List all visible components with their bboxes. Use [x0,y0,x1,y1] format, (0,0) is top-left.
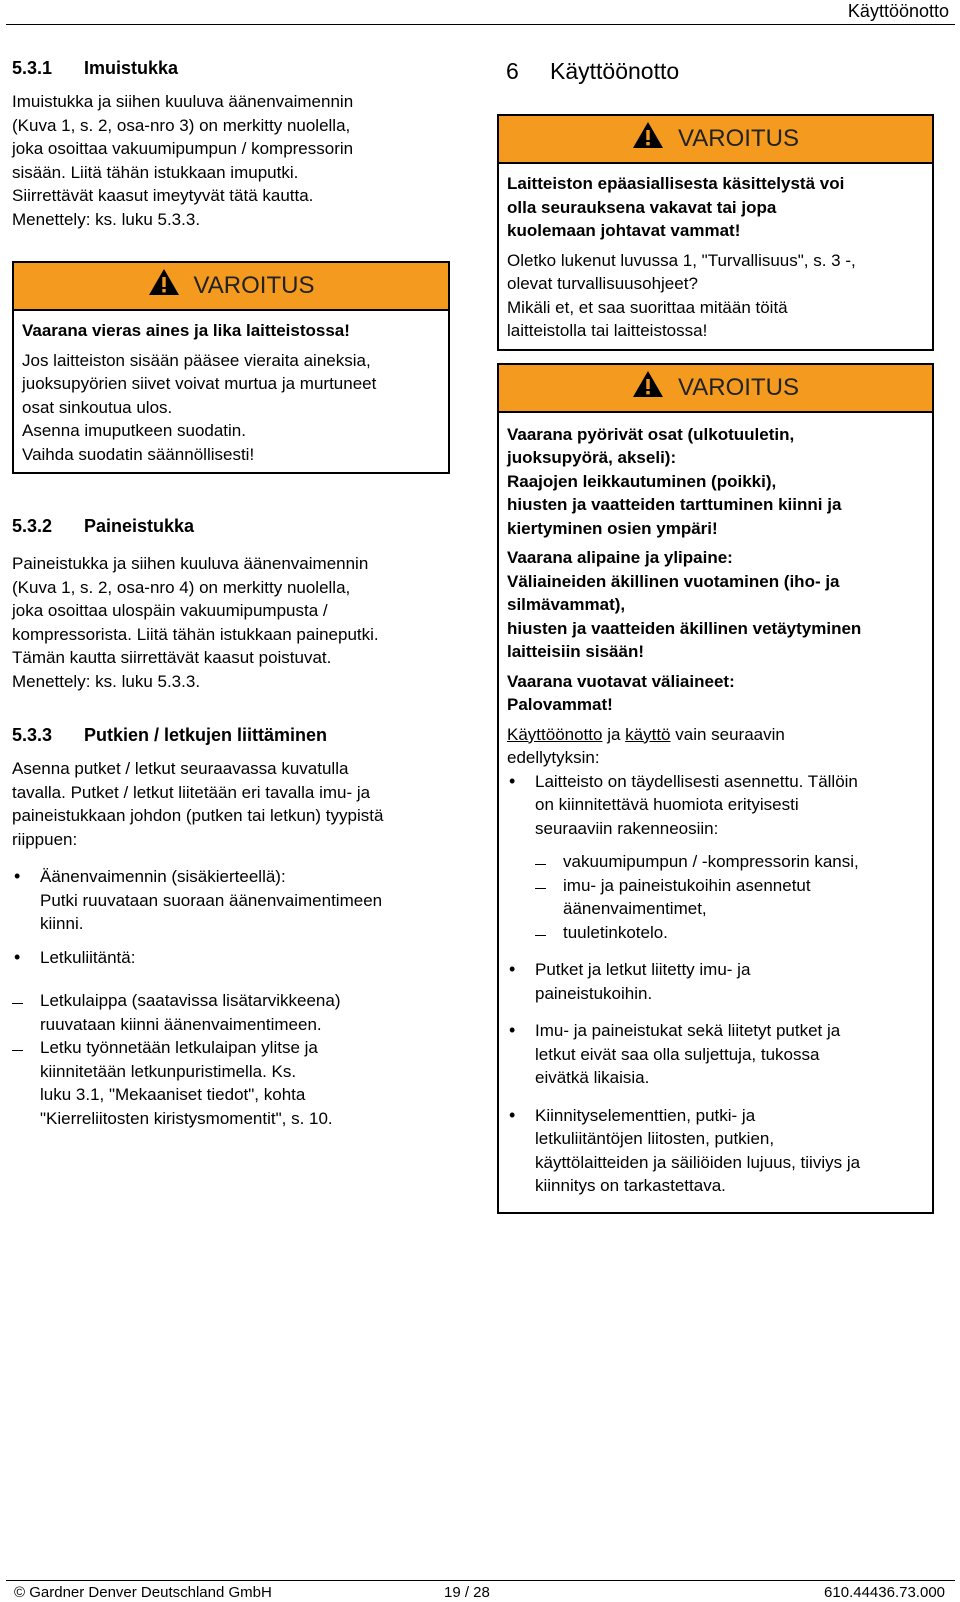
text-line: letkut eivät saa olla suljettuja, tukossa [535,1044,820,1064]
warning-bold: kiertyminen osien ympäri! [507,518,718,538]
text-line: edellytyksin: [507,748,600,767]
text-line: käyttölaitteiden ja säiliöiden lujuus, tiiviys ja [535,1152,861,1172]
list-item [535,921,924,945]
page-header [6,0,955,25]
warning-line: Mikäli et, et saa suorittaa mitään töitä [507,297,788,317]
text-line: kiinnitetään letkunpuristimella. Ks. [40,1061,297,1081]
text-line: Siirrettävät kaasut imeytyvät tätä kautta. [12,186,314,205]
list-item [12,946,450,970]
warning-bold: olla seurauksena vakavat tai jopa [507,197,777,217]
warning-bold: Laitteiston epäasiallisesta käsittelystä voi [507,174,845,193]
page-footer [6,1580,955,1601]
warning-bold: juoksupyörä, akseli): [507,448,677,467]
list-item [507,958,924,1005]
warning-line: Oletko lukenut luvussa 1, "Turvallisuus", s. 3 -, [507,250,856,270]
text-line: luku 3.1, "Mekaaniset tiedot", kohta [40,1085,306,1104]
warning-box-contamination [12,261,450,474]
warning-title: VAROITUS [678,125,799,152]
text-line: Tämän kautta siirrettävät kaasut poistuvat. [12,648,332,667]
bullet-list [12,865,450,969]
text-line: Menettely: ks. luku 5.3.3. [12,209,201,229]
right-warnings [497,114,934,1214]
list-item [535,850,924,874]
chapter-title: Käyttöönotto [550,58,680,84]
warning-bold: laitteisiin sisään! [507,642,644,661]
section-heading-5-3-3 [12,723,450,747]
text-line: (Kuva 1, s. 2, osa-nro 3) on merkitty nuolella, [12,115,351,135]
warning-bold: kuolemaan johtavat vammat! [507,221,741,240]
text-line: riippuen: [12,829,78,849]
text-line: Letku työnnetään letkulaipan ylitse ja [40,1038,318,1057]
chapter-heading [506,56,936,86]
footer-copyright: © Gardner Denver Deutschland GmbH [14,1584,272,1601]
chapter-number: 6 [506,58,519,84]
warning-bold: Vaarana pyörivät osat (ulkotuuletin, [507,424,795,444]
text-fragment: ja [602,724,626,744]
warning-bold: Raajojen leikkautuminen (poikki), [507,471,777,491]
list-item [535,874,924,921]
text-line: tuuletinkotelo. [563,922,668,942]
text-line: sisään. Liitä tähän istukkaan imuputki. [12,162,299,182]
dash-list [535,850,924,944]
text-line: • Kiinnityselementtien, putki- ja [535,1105,756,1125]
warning-bold: Vaarana vieras aines ja lika laitteistossa! [22,321,350,340]
section-5-3-2-text [12,552,450,693]
list-item [507,1104,924,1198]
text-line: Letkulaippa (saatavissa lisätarvikkeena) [40,991,341,1010]
warning-title: VAROITUS [193,272,315,299]
warning-header [499,365,932,413]
warning-bold: Vaarana vuotavat väliaineet: [507,671,735,691]
list-item [12,1036,450,1130]
section-heading-5-3-1 [12,56,450,80]
list-item [12,989,450,1036]
section-title: Imuistukka [84,58,179,78]
text-line: eivätkä likaisia. [535,1068,650,1087]
text-line: Putki ruuvataan suoraan äänenvaimentimeen [40,890,383,910]
header-title: Käyttöönotto [847,1,949,21]
text-line: kiinnitys on tarkastettava. [535,1176,726,1195]
warning-box-safety [497,114,934,351]
text-line: joka osoittaa vakuumipumpun / kompressorin [12,139,354,158]
warning-body [14,311,448,472]
section-title: Putkien / letkujen liittäminen [84,725,328,745]
list-item [507,770,924,945]
warning-header [14,263,448,311]
warning-bold: Väliaineiden äkillinen vuotaminen (iho- ja [507,571,840,591]
link-kayttoonotto[interactable]: Käyttöönotto [507,724,603,744]
warning-bold: Vaarana alipaine ja ylipaine: [507,548,733,567]
text-line: tavalla. Putket / letkut liitetään eri tavalla imu- ja [12,782,371,802]
text-line: Menettely: ks. luku 5.3.3. [12,671,201,691]
warning-line: olevat turvallisuusohjeet? [507,274,698,293]
text-line: kompressorista. Liitä tähän istukkaan paineputki. [12,624,379,644]
prerequisites-intro [507,723,924,747]
dash-list [12,989,450,1130]
footer-doc-number: 610.44436.73.000 [824,1584,945,1601]
list-item [12,865,450,936]
text-line: paineistukoihin. [535,983,653,1003]
warning-line: juoksupyörien siivet voivat murtua ja murtuneet [22,374,377,393]
text-line: imu- ja paineistukoihin asennetut [563,875,811,895]
section-number: 5.3.2 [12,516,53,536]
warning-line: Vaihda suodatin säännöllisesti! [22,444,255,464]
left-column [12,56,450,1130]
section-5-3-1-text [12,90,450,231]
warning-body [499,413,932,1212]
warning-line: laitteistolla tai laitteistossa! [507,321,708,340]
text-line: äänenvaimentimet, [563,899,707,918]
prerequisite-list [507,770,924,1198]
text-line: kiinni. [40,914,84,933]
text-line: Paineistukka ja siihen kuuluva äänenvaimennin [12,554,369,573]
text-line: • Äänenvaimennin (sisäkierteellä): [40,867,286,886]
warning-bold: hiusten ja vaatteiden tarttuminen kiinni ja [507,495,842,514]
text-line: paineistukkaan johdon (putken tai letkun) tyypistä [12,806,384,825]
text-line: joka osoittaa ulospäin vakuumipumpusta / [12,601,328,620]
text-line: Imuistukka ja siihen kuuluva äänenvaimennin [12,92,354,111]
warning-line: osat sinkoutua ulos. [22,397,173,417]
warning-title: VAROITUS [678,373,799,401]
text-line: Asenna putket / letkut seuraavassa kuvatulla [12,759,349,778]
text-line: on kiinnitettävä huomiota erityisesti [535,795,799,814]
right-column [506,56,936,86]
warning-header [499,116,932,164]
list-item [507,1019,924,1090]
section-heading-5-3-2 [12,514,450,538]
text-line: • Laitteisto on täydellisesti asennettu. Tällöin [535,771,858,791]
warning-bold: hiusten ja vaatteiden äkillinen vetäytyminen [507,618,862,638]
footer-page-number: 19 / 28 [444,1584,490,1601]
text-line: (Kuva 1, s. 2, osa-nro 4) on merkitty nuolella, [12,577,351,597]
text-line: seuraaviin rakenneosiin: [535,818,719,838]
text-line: ruuvataan kiinni äänenvaimentimeen. [40,1014,322,1034]
link-kaytto[interactable]: käyttö [625,724,671,744]
warning-triangle-icon [148,268,180,296]
section-5-3-3-text [12,757,450,851]
warning-box-hazards [497,363,934,1214]
warning-bold: silmävammat), [507,595,626,614]
text-line: • Letkuliitäntä: [40,947,136,967]
text-line: vakuumipumpun / -kompressorin kansi, [563,852,859,871]
text-line: • Putket ja letkut liitetty imu- ja [535,960,751,979]
warning-line: Jos laitteiston sisään pääsee vieraita aineksia, [22,350,371,370]
text-line: "Kierreliitosten kiristysmomentit", s. 10. [40,1108,333,1128]
section-number: 5.3.1 [12,58,53,78]
text-fragment: vain seuraavin [670,724,785,744]
warning-bold: Palovammat! [507,695,613,714]
text-line: letkuliitäntöjen liitosten, putkien, [535,1129,775,1148]
warning-line: Asenna imuputkeen suodatin. [22,421,246,440]
section-number: 5.3.3 [12,725,53,745]
warning-triangle-icon [632,370,664,398]
section-title: Paineistukka [84,516,195,536]
warning-triangle-icon [632,121,664,149]
warning-body [499,164,932,349]
text-line: • Imu- ja paineistukat sekä liitetyt putket ja [535,1021,841,1040]
